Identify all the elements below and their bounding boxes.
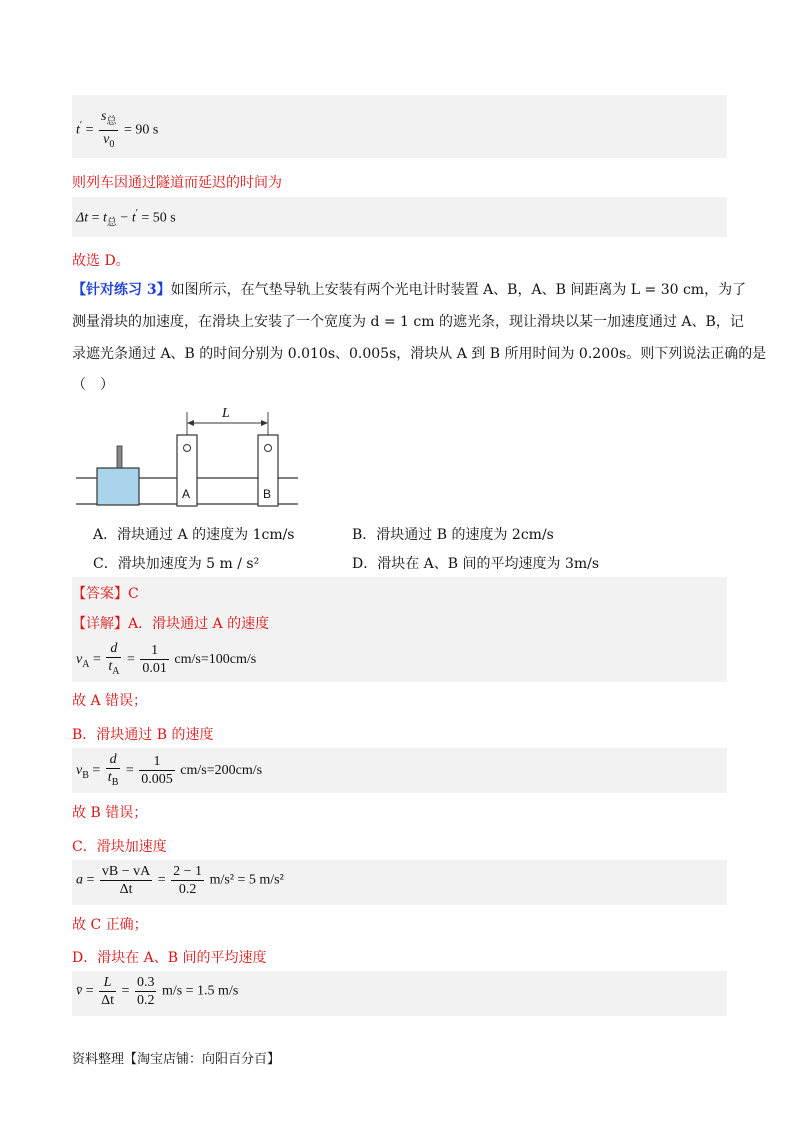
- equation-delta-t: $\Delta t = t_总 - t' = 50$ s: [76, 208, 176, 229]
- option-d[interactable]: D．滑块在 A、B 间的平均速度为 3m/s: [352, 556, 600, 572]
- detail-c-text: C．滑块加速度: [72, 839, 167, 855]
- problem-line-4: （ ）: [72, 377, 114, 393]
- equation-box-1: [72, 95, 727, 158]
- label-A: A: [182, 487, 191, 501]
- equation-t-prime: t′ = $\frac{s_总}{v_0}$ = 90 s: [76, 108, 158, 153]
- wrong-a-text: 故 A 错误；: [72, 693, 148, 709]
- equation-va: $v_A$ = $\frac{d}{t_A}$ = $\frac{1}{0.01}$ cm/s=100cm/s: [76, 641, 257, 677]
- option-a[interactable]: A．滑块通过 A 的速度为 1cm/s: [93, 527, 295, 543]
- arrow-left: [187, 420, 194, 426]
- detail-d-text: D．滑块在 A、B 间的平均速度: [72, 950, 267, 966]
- answer-text: 【答案】C: [72, 586, 139, 602]
- detail-a-text: 【详解】A．滑块通过 A 的速度: [72, 616, 270, 632]
- right-c-text: 故 C 正确；: [72, 917, 148, 933]
- footer-text: 资料整理【淘宝店铺：向阳百分百】: [72, 1052, 281, 1067]
- delay-text: 则列车因通过隧道而延迟的时间为: [72, 175, 282, 191]
- label-B: B: [263, 487, 272, 501]
- slider-block: [97, 468, 139, 505]
- equation-vb: $v_B$ = $\frac{d}{t_B}$ = $\frac{1}{0.005}$ cm/s=200cm/s: [76, 752, 263, 788]
- equation-acceleration: a = $\frac{vB - vA}{\Delta t}$ = $\frac{2 - 1}{0.2}$ m/s² = 5 m/s²: [76, 864, 284, 897]
- option-c[interactable]: C．滑块加速度为 5 m / s²: [93, 556, 260, 572]
- shading-strip: [117, 446, 122, 468]
- problem-line-2: 测量滑块的加速度，在滑块上安装了一个宽度为 d = 1 cm 的遮光条，现让滑块以某一加速度通过 A、B，记: [72, 314, 744, 330]
- equation-avg-velocity: v̄ = $\frac{L}{\Delta t}$ = $\frac{0.3}{0.2}$ m/s = 1.5 m/s: [76, 975, 239, 1008]
- problem-tag: 【针对练习 3】: [72, 282, 171, 298]
- problem-line-1: 【针对练习 3】如图所示，在气垫导轨上安装有两个光电计时装置 A、B，A、B 间距离为 L = 30 cm，为了: [72, 282, 747, 298]
- label-L: L: [222, 406, 230, 421]
- fraction: $\frac{s_总}{v_0}$: [100, 109, 117, 150]
- problem-line-3: 录遮光条通过 A、B 的时间分别为 0.010s、0.005s，滑块从 A 到 B 所用时间为 0.200s。则下列说法正确的是: [72, 346, 767, 362]
- arrow-right: [261, 420, 268, 426]
- wrong-b-text: 故 B 错误；: [72, 805, 148, 821]
- option-b[interactable]: B．滑块通过 B 的速度为 2cm/s: [352, 527, 554, 543]
- detail-b-text: B．滑块通过 B 的速度: [72, 727, 214, 743]
- air-track-figure: [72, 402, 302, 512]
- choose-text: 故选 D。: [72, 253, 130, 269]
